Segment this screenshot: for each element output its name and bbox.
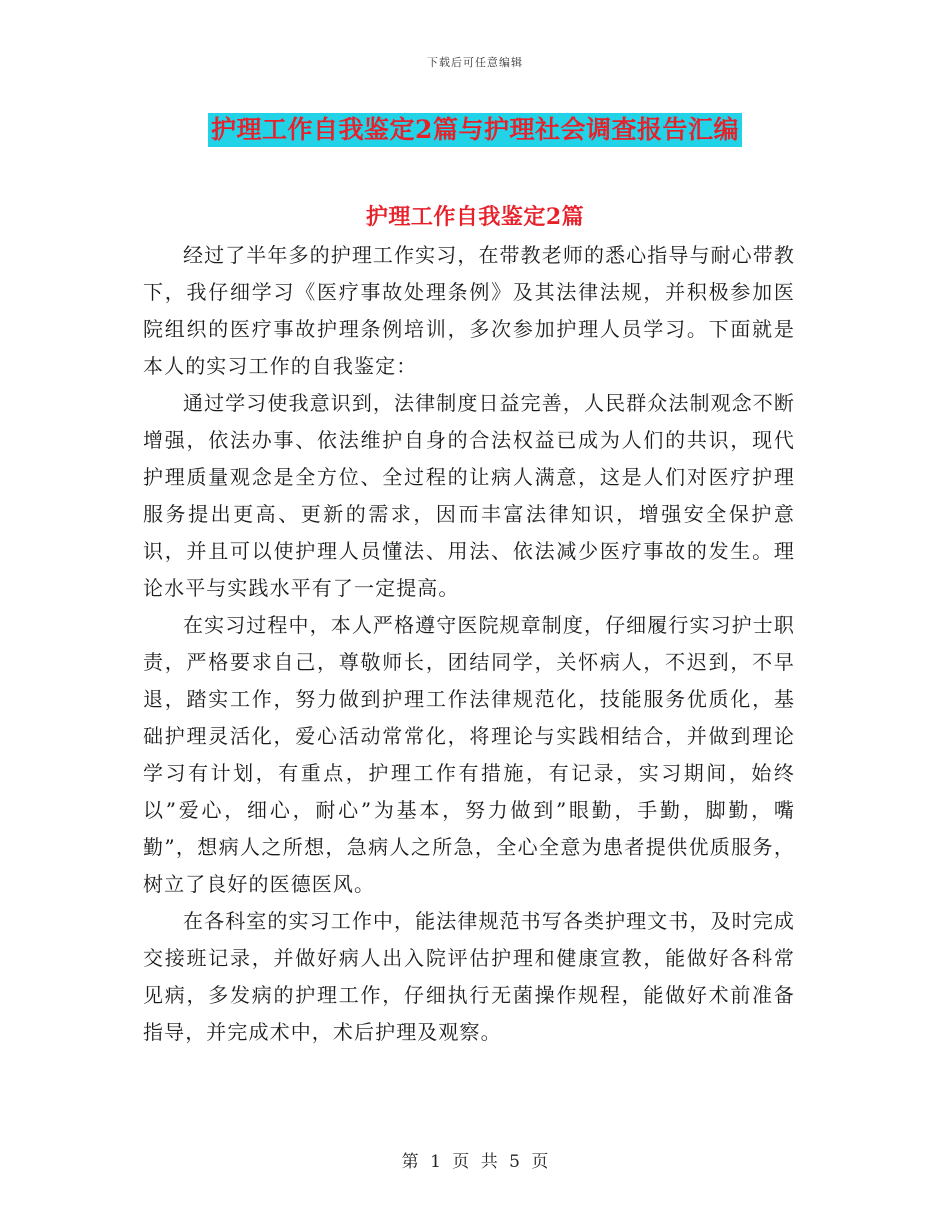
paragraph-4: 在各科室的实习工作中，能法律规范书写各类护理文书，及时完成交接班记录，并做好病人出入院评估护理和健康宣教，能做好各科常见病，多发病的护理工作，仔细执行无菌操作规程，能做好术前准备指导，并完成术中，术后护理及观察。 — [143, 909, 795, 1044]
page-footer: 第 1 页 共 5 页 — [401, 1152, 549, 1172]
paragraph-3: 在实习过程中，本人严格遵守医院规章制度，仔细履行实习护士职责，严格要求自己，尊敬师长，团结同学，关怀病人，不迟到，不早退，踏实工作，努力做到护理工作法律规范化，技能服务优质化，基础护理灵活化，爱心活动常常化，将理论与实践相结合，并做到理论学习有计划，有重点，护理工作有措施，有记录，实习期间，始终以”爱心，细心，耐心”为基本，努力做到”眼勤，手勤，脚勤，嘴勤”，想病人之所想，急病人之所急，全心全意为患者提供优质服务，树立了良好的医德医风。 — [143, 613, 795, 896]
document-title-wrap — [0, 113, 950, 147]
section-title: 护理工作自我鉴定2篇 — [365, 204, 585, 230]
document-title: 护理工作自我鉴定2篇与护理社会调查报告汇编 — [208, 113, 742, 147]
document-body — [143, 215, 795, 1051]
header-note: 下载后可任意编辑 — [427, 56, 523, 69]
paragraph-2: 通过学习使我意识到，法律制度日益完善，人民群众法制观念不断增强，依法办事、依法维护自身的合法权益已成为人们的共识，现代护理质量观念是全方位、全过程的让病人满意，这是人们对医疗护理服务提出更高、更新的需求，因而丰富法律知识，增强安全保护意识，并且可以使护理人员懂法、用法、依法减少医疗事故的发生。理论水平与实践水平有了一定提高。 — [143, 391, 795, 600]
paragraph-1: 经过了半年多的护理工作实习，在带教老师的悉心指导与耐心带教下，我仔细学习《医疗事故处理条例》及其法律法规，并积极参加医院组织的医疗事故护理条例培训，多次参加护理人员学习。下面就是本人的实习工作的自我鉴定： — [143, 243, 795, 378]
